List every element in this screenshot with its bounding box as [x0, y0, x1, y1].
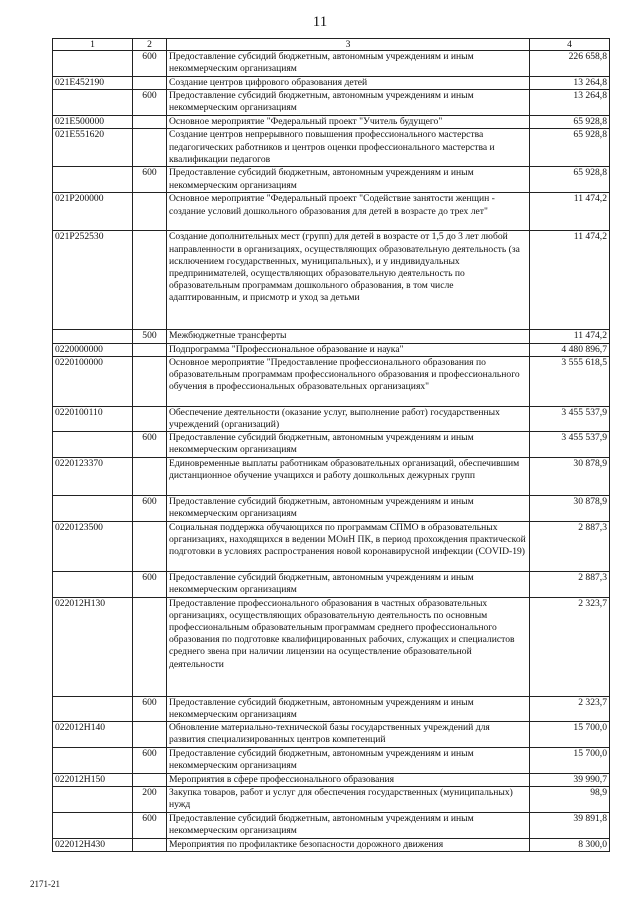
row-name: Предоставление субсидий бюджетным, автономным учреждениям и иным некоммерческим организациям: [167, 748, 530, 774]
row-name: Подпрограмма "Профессиональное образование и наука": [167, 343, 530, 356]
table-row: [53, 129, 610, 167]
table-row: [53, 167, 610, 193]
row-amount: 65 928,8: [530, 116, 610, 129]
row-name: Предоставление субсидий бюджетным, автономным учреждениям и иным некоммерческим организациям: [167, 432, 530, 457]
row-name: Обновление материально-технической базы государственных учреждений для развития специализированных центров компетенций: [167, 722, 530, 748]
row-amount: 3 455 537,9: [530, 432, 610, 457]
row-amount: 2 323,7: [530, 597, 610, 696]
row-amount: 13 264,8: [530, 77, 610, 90]
row-expense-type: [133, 839, 167, 852]
row-name: Предоставление субсидий бюджетным, автономным учреждениям и иным некоммерческим организациям: [167, 813, 530, 839]
row-code: 0220123500: [53, 521, 133, 571]
row-code: [53, 167, 133, 193]
row-expense-type: [133, 722, 167, 748]
row-code: 0220100000: [53, 356, 133, 406]
row-expense-type: [133, 406, 167, 431]
row-code: 0220100110: [53, 406, 133, 431]
row-expense-type: 200: [133, 787, 167, 813]
row-expense-type: [133, 116, 167, 129]
row-code: 022012Н430: [53, 839, 133, 852]
table-row: [53, 77, 610, 90]
row-code: 021P200000: [53, 193, 133, 231]
row-name: Единовременные выплаты работникам образовательных организаций, обеспечившим дистанционное обучение учащихся и работу дошкольных дежурных групп: [167, 457, 530, 495]
row-name: Создание центров непрерывного повышения профессионального мастерства педагогических работников и центров оценки профессионального мастерства и квалификации педагогов: [167, 129, 530, 167]
row-code: [53, 90, 133, 116]
row-code: 021P252530: [53, 231, 133, 330]
row-amount: 2 887,3: [530, 521, 610, 571]
row-expense-type: 600: [133, 167, 167, 193]
row-code: [53, 748, 133, 774]
row-amount: 4 480 896,7: [530, 343, 610, 356]
row-code: 0220000000: [53, 343, 133, 356]
table-row: [53, 116, 610, 129]
row-name: Мероприятия в сфере профессионального образования: [167, 774, 530, 787]
row-name: Мероприятия по профилактике безопасности дорожного движения: [167, 839, 530, 852]
row-expense-type: 600: [133, 51, 167, 77]
row-name: Предоставление субсидий бюджетным, автономным учреждениям и иным некоммерческим организациям: [167, 495, 530, 521]
table-row: [53, 495, 610, 521]
row-code: [53, 432, 133, 457]
table-row: [53, 748, 610, 774]
row-amount: 30 878,9: [530, 457, 610, 495]
table-row: [53, 813, 610, 839]
header-col-3: 3: [167, 39, 530, 51]
table-row: [53, 193, 610, 231]
row-amount: 13 264,8: [530, 90, 610, 116]
row-code: 022012Н140: [53, 722, 133, 748]
row-name: Предоставление субсидий бюджетным, автономным учреждениям и иным некоммерческим организациям: [167, 167, 530, 193]
header-col-4: 4: [530, 39, 610, 51]
row-code: 021E551620: [53, 129, 133, 167]
table-row: [53, 356, 610, 406]
row-expense-type: [133, 457, 167, 495]
row-expense-type: [133, 193, 167, 231]
row-code: [53, 330, 133, 343]
row-code: 021E500000: [53, 116, 133, 129]
row-amount: 30 878,9: [530, 495, 610, 521]
row-amount: 2 323,7: [530, 696, 610, 721]
row-code: [53, 51, 133, 77]
row-amount: 11 474,2: [530, 330, 610, 343]
row-expense-type: 600: [133, 813, 167, 839]
table-row: [53, 90, 610, 116]
row-amount: 98,9: [530, 787, 610, 813]
row-amount: 65 928,8: [530, 129, 610, 167]
row-amount: 15 700,0: [530, 722, 610, 748]
row-name: Предоставление субсидий бюджетным, автономным учреждениям и иным некоммерческим организациям: [167, 51, 530, 77]
row-amount: 8 300,0: [530, 839, 610, 852]
row-amount: 11 474,2: [530, 193, 610, 231]
table-row: [53, 343, 610, 356]
budget-table: [52, 38, 610, 852]
document-footer-code: 2171-21: [30, 879, 60, 889]
table-row: [53, 231, 610, 330]
row-code: 021E452190: [53, 77, 133, 90]
table-row: [53, 722, 610, 748]
row-code: 022012Н150: [53, 774, 133, 787]
page-number: 11: [312, 14, 328, 30]
row-expense-type: 600: [133, 696, 167, 721]
row-name: Основное мероприятие "Федеральный проект "Учитель будущего": [167, 116, 530, 129]
row-expense-type: 500: [133, 330, 167, 343]
row-amount: 11 474,2: [530, 231, 610, 330]
row-amount: 39 891,8: [530, 813, 610, 839]
row-name: Межбюджетные трансферты: [167, 330, 530, 343]
row-name: Закупка товаров, работ и услуг для обеспечения государственных (муниципальных) нужд: [167, 787, 530, 813]
table-row: [53, 774, 610, 787]
table-row: [53, 330, 610, 343]
header-col-1: 1: [53, 39, 133, 51]
row-name: Основное мероприятие "Предоставление профессионального образования по образовательным программам профессионального образования и профессионального обучения в профессиональных образовательных организациях": [167, 356, 530, 406]
table-row: [53, 406, 610, 431]
row-expense-type: 600: [133, 748, 167, 774]
table-body: [53, 51, 610, 852]
table-row: [53, 521, 610, 571]
table-row: [53, 787, 610, 813]
row-name: Создание центров цифрового образования детей: [167, 77, 530, 90]
row-name: Предоставление субсидий бюджетным, автономным учреждениям и иным некоммерческим организациям: [167, 571, 530, 597]
row-expense-type: [133, 597, 167, 696]
header-col-2: 2: [133, 39, 167, 51]
table-row: [53, 839, 610, 852]
row-expense-type: 600: [133, 571, 167, 597]
row-expense-type: [133, 77, 167, 90]
row-amount: 15 700,0: [530, 748, 610, 774]
row-code: 022012Н130: [53, 597, 133, 696]
table-row: [53, 51, 610, 77]
row-name: Обеспечение деятельности (оказание услуг, выполнение работ) государственных учреждений (организаций): [167, 406, 530, 431]
row-expense-type: [133, 343, 167, 356]
row-code: 0220123370: [53, 457, 133, 495]
row-name: Предоставление субсидий бюджетным, автономным учреждениям и иным некоммерческим организациям: [167, 90, 530, 116]
row-expense-type: 600: [133, 432, 167, 457]
row-amount: 226 658,8: [530, 51, 610, 77]
table-row: [53, 571, 610, 597]
row-expense-type: 600: [133, 495, 167, 521]
table-row: [53, 457, 610, 495]
row-amount: 2 887,3: [530, 571, 610, 597]
table-header: [53, 39, 610, 51]
row-name: Предоставление субсидий бюджетным, автономным учреждениям и иным некоммерческим организациям: [167, 696, 530, 721]
row-code: [53, 696, 133, 721]
row-expense-type: [133, 774, 167, 787]
row-name: Основное мероприятие "Федеральный проект "Содействие занятости женщин - создание условий дошкольного образования для детей в возрасте до трех лет": [167, 193, 530, 231]
table-row: [53, 597, 610, 696]
row-name: Предоставление профессионального образования в частных образовательных организациях, осуществляющих образовательную деятельность по основным профессиональным образовательным программам среднего профессионального образования по подготовке квалифицированных рабочих, служащих и специалистов среднего звена при наличии лицензии на осуществление образовательной деятельности: [167, 597, 530, 696]
row-name: Создание дополнительных мест (групп) для детей в возрасте от 1,5 до 3 лет любой направленности в организациях, осуществляющих образовательную деятельность (за исключением государственных, муниципальных), и у индивидуальных предпринимателей, осуществляющих образовательную деятельность по образовательным программам дошкольного образования, в том числе адаптированным, и присмотр и уход за детьми: [167, 231, 530, 330]
row-code: [53, 571, 133, 597]
row-expense-type: [133, 356, 167, 406]
row-expense-type: [133, 231, 167, 330]
row-code: [53, 787, 133, 813]
row-code: [53, 495, 133, 521]
row-amount: 3 555 618,5: [530, 356, 610, 406]
row-expense-type: 600: [133, 90, 167, 116]
row-expense-type: [133, 129, 167, 167]
row-code: [53, 813, 133, 839]
row-expense-type: [133, 521, 167, 571]
table-row: [53, 432, 610, 457]
row-amount: 65 928,8: [530, 167, 610, 193]
row-amount: 3 455 537,9: [530, 406, 610, 431]
row-name: Социальная поддержка обучающихся по программам СПМО в образовательных организациях, находящихся в ведении МОиН ПК, в период прохождения практической подготовки в условиях распространения новой коронавирусной инфекции (COVID-19): [167, 521, 530, 571]
table-row: [53, 696, 610, 721]
row-amount: 39 990,7: [530, 774, 610, 787]
